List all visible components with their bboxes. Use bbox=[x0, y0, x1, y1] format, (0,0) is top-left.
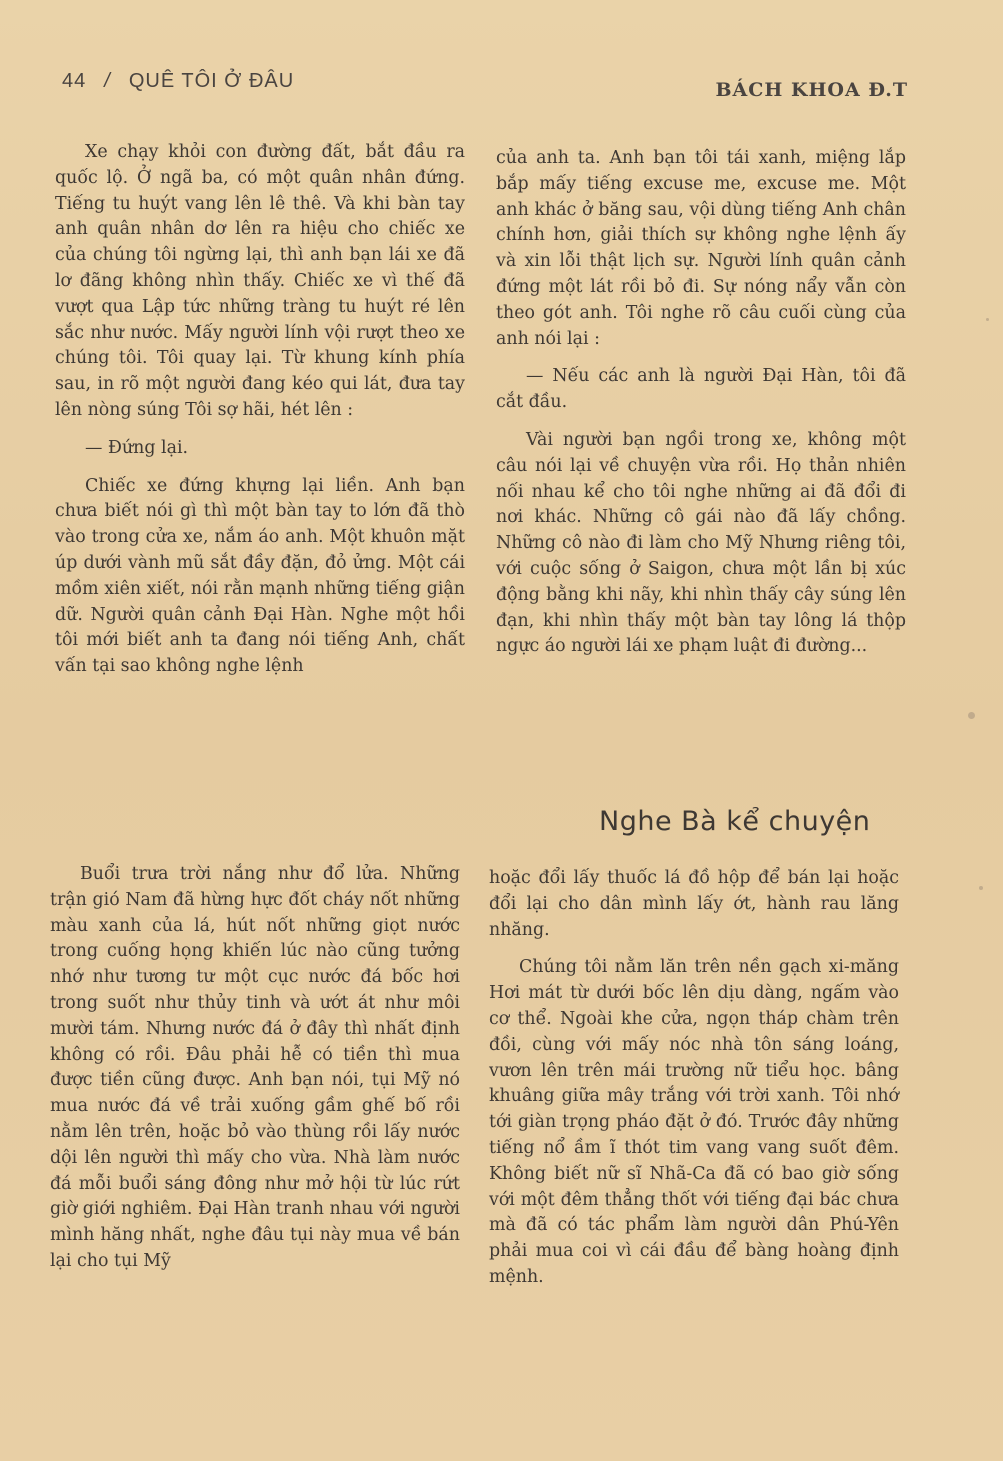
paper-speck bbox=[986, 318, 989, 321]
paragraph: của anh ta. Anh bạn tôi tái xanh, miệng lắp bắp mấy tiếng excuse me, excuse me. Một anh khác ở băng sau, vội dùng tiếng Anh chân chính hơn, giải thích sự không nghe lệnh ấy và xin lỗi thật lịch sự. Người lính quân cảnh đứng một lát rồi bỏ đi. Sự nóng nẩy vẫn còn theo gót anh. Tôi nghe rõ câu cuối cùng của anh nói lại : bbox=[496, 148, 906, 349]
column-right-top bbox=[496, 146, 906, 660]
paragraph: Buổi trưa trời nắng như đổ lửa. Những trận gió Nam đã hừng hực đốt cháy nốt những màu xanh của lá, hút nốt những giọt nước trong cuống họng khiến lúc nào cũng tưởng nhớ như tương tư một cục nước đá bốc hơi trong suốt như thủy tinh và ướt át như môi mười tám. Nhưng nước đá ở đây thì nhất định không có rồi. Đâu phải hễ có tiền thì mua được tiền cũng được. Anh bạn nói, tụi Mỹ nó mua nước đá về trải xuống gầm ghế bố rồi nằm lên trên, hoặc bỏ vào thùng rồi lấy nước dội lên người thì mấy cho vừa. Nhà làm nước đá mỗi buổi sáng đông như mở hội từ lúc rứt giờ giới nghiêm. Đại Hàn tranh nhau với người mình hăng nhất, nghe đâu tụi này mua về bán lại cho tụi Mỹ bbox=[50, 864, 460, 1271]
running-header bbox=[62, 70, 294, 93]
paragraph: Vài người bạn ngồi trong xe, không một câu nói lại về chuyện vừa rồi. Họ thản nhiên nối nhau kể cho tôi nghe những ai đã đổi đi nơi khác. Những cô gái nào đã lấy chồng. Những cô nào đi làm cho Mỹ Nhưng riêng tôi, với cuộc sống ở Saigon, chưa một lần bị xúc động bằng khi nãy, khi nhìn thấy cây súng lên đạn, khi nhìn thấy một bàn tay lông lá thộp ngực áo người lái xe phạm luật đi đường... bbox=[496, 429, 906, 657]
paragraph: Xe chạy khỏi con đường đất, bắt đầu ra quốc lộ. Ở ngã ba, có một quân nhân đứng. Tiếng tu huýt vang lên lê thê. Và khi bàn tay anh quân nhân dơ lên ra hiệu cho chiếc xe của chúng tôi ngừng lại, thì anh bạn lái xe đã lơ đãng không nhìn thấy. Chiếc xe vì thế đã vượt qua Lập tức những tràng tu huýt ré lên sắc như nước. Mấy người lính vội rượt theo xe chúng tôi. Tôi quay lại. Từ khung kính phía sau, in rõ một người đang kéo qui lát, đưa tay lên nòng súng Tôi sợ hãi, hét lên : bbox=[55, 142, 465, 420]
paragraph: Chiếc xe đứng khựng lại liền. Anh bạn chưa biết nói gì thì một bàn tay to lớn đã thò vào trong cửa xe, nắm áo anh. Một khuôn mặt úp dưới vành mũ sắt đầy đặn, đỏ ửng. Một cái mồm xiên xiết, nói rằn mạnh những tiếng giận dữ. Người quân cảnh Đại Hàn. Nghe một hồi tôi mới biết anh ta đang nói tiếng Anh, chất vấn tại sao không nghe lệnh bbox=[55, 475, 465, 677]
paragraph: Chúng tôi nằm lăn trên nền gạch xi-măng Hơi mát từ dưới bốc lên dịu dàng, ngấm vào cơ thể. Ngoài khe cửa, ngọn tháp chàm trên đồi, cùng với mấy nóc nhà tôn sáng loáng, vươn lên trên mái trường nữ tiểu học. bâng khuâng giữa mây trắng với trời xanh. Tôi nhớ tới giàn trọng pháo đặt ở đó. Trước đây những tiếng nổ ầm ĩ thót tim vang vang suốt đêm. Không biết nữ sĩ Nhã-Ca đã có bao giờ sống với một đêm thẳng thốt với tiếng đại bác chưa mà đã có tác phẩm làm người dân Phú-Yên phải mua coi vì cái đầu để bàng hoàng định mệnh. bbox=[489, 957, 899, 1287]
publication-name: BÁCH KHOA Đ.T bbox=[715, 79, 908, 101]
dialog-line: — Đứng lại. bbox=[85, 437, 189, 458]
column-left-top bbox=[55, 140, 465, 680]
paper-speck bbox=[979, 886, 983, 890]
column-left-bottom bbox=[50, 862, 460, 1275]
page-number: 44 bbox=[62, 70, 87, 92]
dialog-line: — Nếu các anh là người Đại Hàn, tôi đã cắt đầu. bbox=[496, 366, 906, 413]
column-right-bottom bbox=[489, 866, 899, 1291]
paper-speck bbox=[968, 712, 975, 719]
section-heading: Nghe Bà kể chuyện bbox=[599, 806, 871, 837]
paragraph: hoặc đổi lấy thuốc lá đồ hộp để bán lại hoặc đổi lại cho dân mình lấy ớt, hành rau lăng nhăng. bbox=[489, 868, 899, 940]
article-title: QUÊ TÔI Ở ĐÂU bbox=[128, 70, 295, 92]
header-separator: / bbox=[104, 70, 111, 92]
